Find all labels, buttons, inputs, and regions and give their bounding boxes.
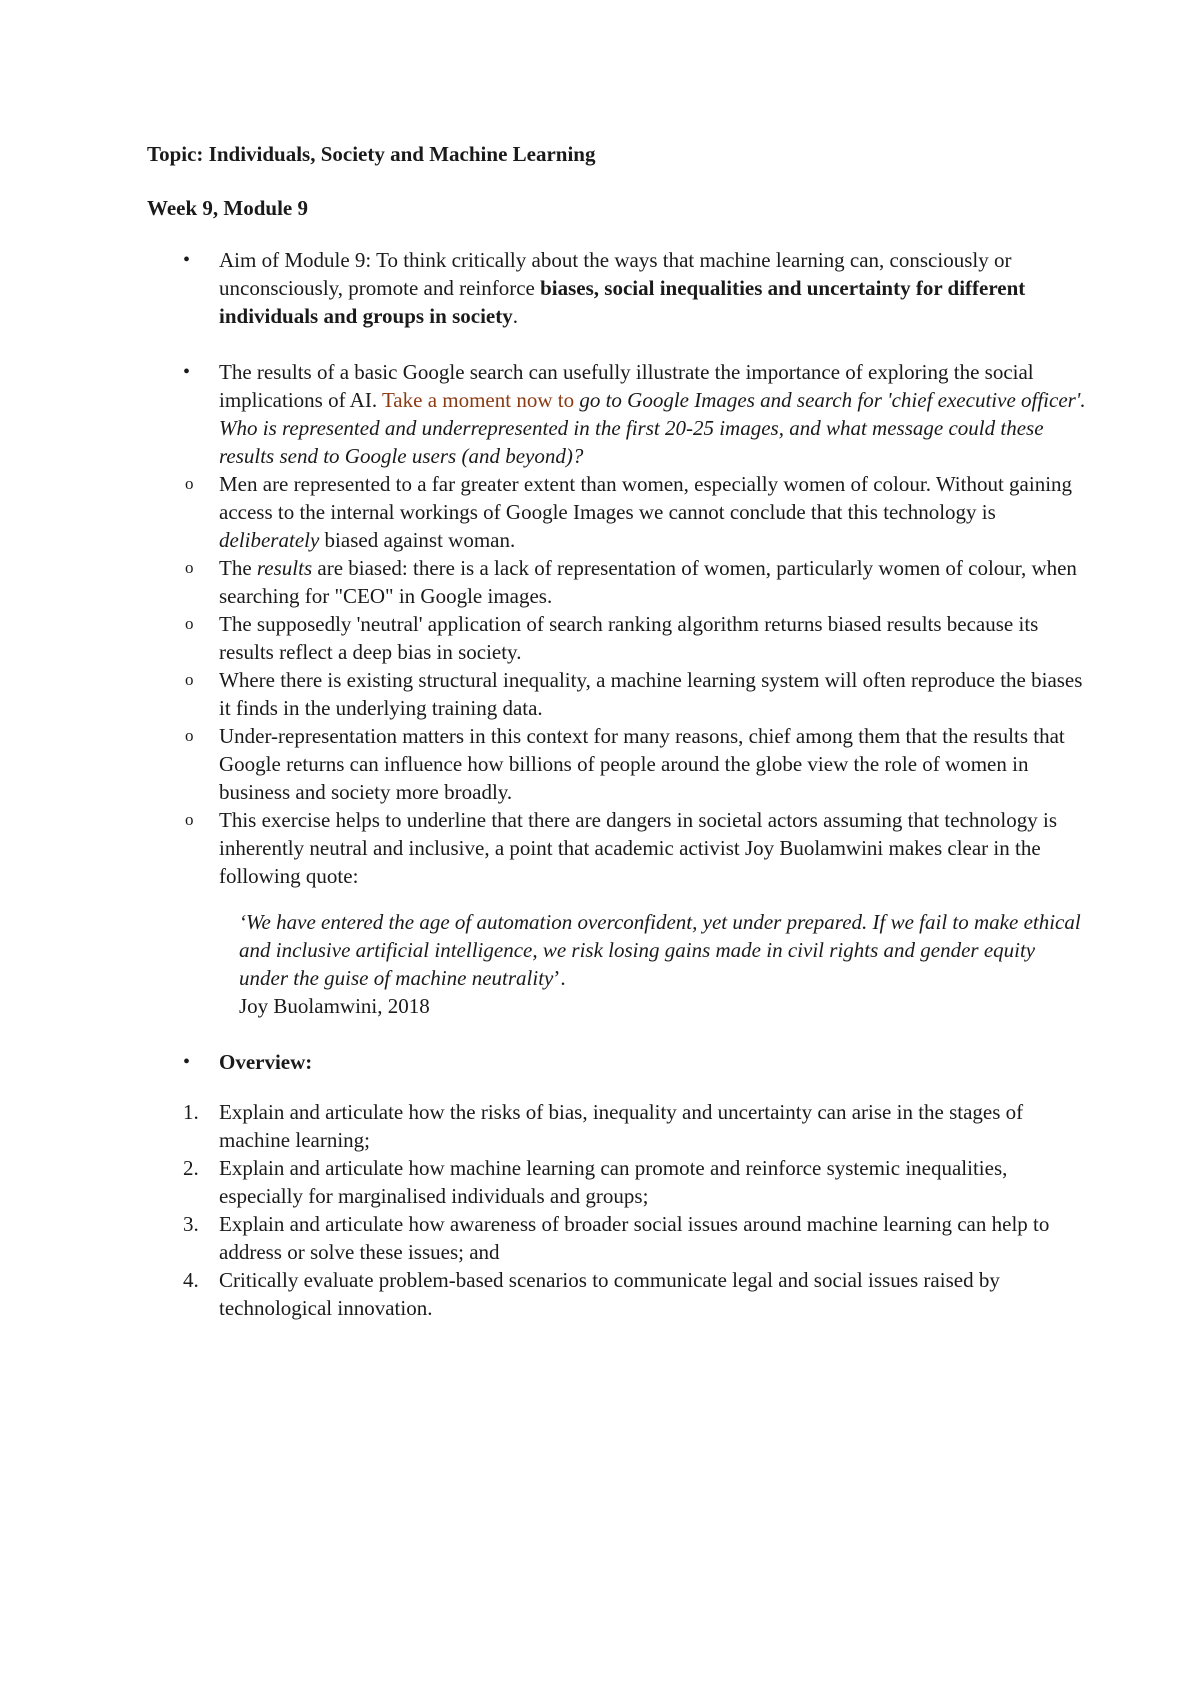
overview-label: Overview: <box>219 1050 313 1074</box>
circle-bullet-icon: o <box>185 810 194 829</box>
topic-heading: Topic: Individuals, Society and Machine Learning <box>147 142 596 166</box>
main-bullet-list <box>147 246 1087 1076</box>
sub-item-2 <box>147 554 1087 610</box>
sub-item-4 <box>147 666 1087 722</box>
overview-text: Critically evaluate problem-based scenarios to communicate legal and social issues raised by technological innovation. <box>219 1268 1000 1320</box>
bullet-icon: • <box>183 1051 191 1073</box>
quote-block <box>239 908 1087 1020</box>
list-item-overview <box>147 1048 1087 1076</box>
aim-bold-text: biases, social inequalities and uncertainty for different individuals and groups in society <box>219 276 1026 328</box>
overview-number: 3. <box>183 1212 199 1236</box>
overview-number: 1. <box>183 1100 199 1124</box>
google-text: The results of a basic Google search can usefully illustrate the importance of exploring the social implications of AI. <box>219 360 1034 412</box>
overview-text: Explain and articulate how awareness of broader social issues around machine learning can help to address or solve these issues; and <box>219 1212 1050 1264</box>
sub-item-1 <box>147 470 1087 554</box>
overview-text: Explain and articulate how machine learning can promote and reinforce systemic inequalities, especially for marginalised individuals and groups; <box>219 1156 1008 1208</box>
sub-list <box>147 470 1087 1020</box>
sub-item-1-end: biased against woman. <box>319 528 516 552</box>
sub-item-3 <box>147 610 1087 666</box>
bullet-icon: • <box>183 249 191 271</box>
sub-item-6-text: This exercise helps to underline that there are dangers in societal actors assuming that technology is inherently neutral and inclusive, a point that academic activist Joy Buolamwini makes clear in the following quote: <box>219 808 1057 888</box>
quote-text: ‘We have entered the age of automation overconfident, yet under prepared. If we fail to make ethical and inclusive artificial intelligence, we risk losing gains made in civil rights and gender equity under the guise of machine neutrality <box>239 910 1081 990</box>
bullet-icon: • <box>183 361 191 383</box>
week-heading: Week 9, Module 9 <box>147 196 308 220</box>
overview-numbered-list <box>147 1098 1087 1322</box>
aim-text: Aim of Module 9: To think critically about the ways that machine learning can, consciously or unconsciously, promote and reinforce <box>219 248 1012 300</box>
circle-bullet-icon: o <box>185 670 194 689</box>
sub-item-1-italic: deliberately <box>219 528 320 552</box>
overview-text: Explain and articulate how the risks of bias, inequality and uncertainty can arise in the stages of machine learning; <box>219 1100 1024 1152</box>
overview-number: 2. <box>183 1156 199 1180</box>
sub-item-4-text: Where there is existing structural inequality, a machine learning system will often reproduce the biases it finds in the underlying training data. <box>219 668 1083 720</box>
quote-author: Joy Buolamwini, 2018 <box>239 994 430 1018</box>
circle-bullet-icon: o <box>185 558 194 577</box>
sub-item-5-text: Under-representation matters in this context for many reasons, chief among them that the results that Google returns can influence how billions of people around the globe view the role of women in business and society more broadly. <box>219 724 1065 804</box>
aim-end: . <box>512 304 518 328</box>
document-page <box>147 140 1087 1322</box>
circle-bullet-icon: o <box>185 474 194 493</box>
sub-item-6 <box>147 806 1087 1020</box>
overview-number: 4. <box>183 1268 199 1292</box>
google-italic-text: go to Google Images and search for 'chief executive officer'. Who is represented and underrepresented in the first 20-25 images, and what message could these results send to Google users (and beyond)? <box>219 388 1086 468</box>
quote-end: ’. <box>553 966 566 990</box>
sub-item-2-end: are biased: there is a lack of representation of women, particularly women of colour, when searching for "CEO" in Google images. <box>219 556 1077 608</box>
overview-item-2 <box>147 1154 1087 1210</box>
sub-item-3-text: The supposedly 'neutral' application of search ranking algorithm returns biased results because its results reflect a deep bias in society. <box>219 612 1039 664</box>
list-item-google <box>147 358 1087 1020</box>
circle-bullet-icon: o <box>185 726 194 745</box>
sub-item-2-text: The <box>219 556 257 580</box>
list-item-aim <box>147 246 1087 330</box>
overview-item-1 <box>147 1098 1087 1154</box>
overview-item-4 <box>147 1266 1087 1322</box>
sub-item-2-italic: results <box>256 556 313 580</box>
overview-item-3 <box>147 1210 1087 1266</box>
google-accent-text: Take a moment now to <box>381 388 575 412</box>
circle-bullet-icon: o <box>185 614 194 633</box>
sub-item-1-text: Men are represented to a far greater extent than women, especially women of colour. Without gaining access to the internal workings of Google Images we cannot conclude that this technology is <box>219 472 1073 524</box>
sub-item-5 <box>147 722 1087 806</box>
